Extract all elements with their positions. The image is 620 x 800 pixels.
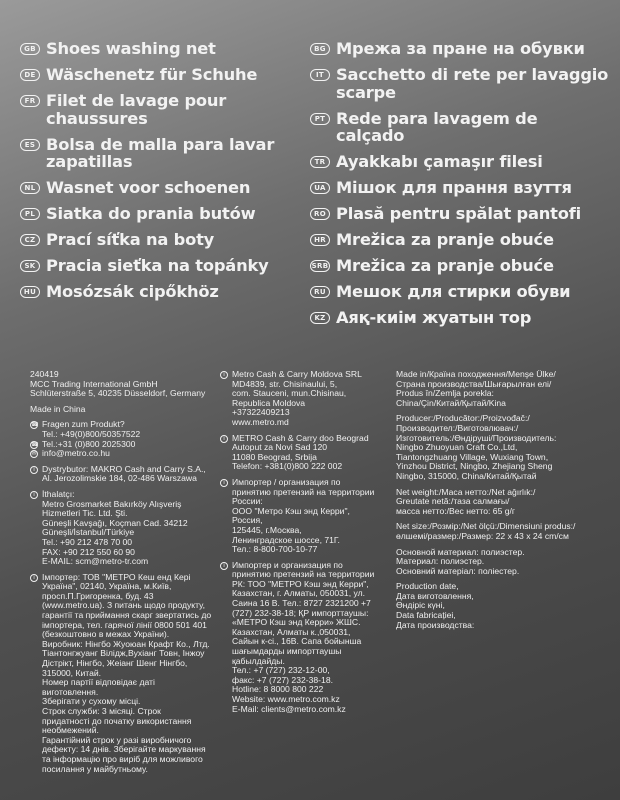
product-title: Pracia sieťka na topánky	[46, 256, 269, 275]
text-line: Казахстан, Алматы к.,050031,	[232, 626, 351, 637]
info-icon: i	[220, 435, 228, 443]
language-code-badge: RU	[310, 286, 330, 298]
text-line: Fragen zum Produkt?	[42, 419, 125, 430]
text-line: виготовлення.	[42, 686, 99, 697]
text-line: Güneşli Kavşağı, Koçman Cad. 34212	[42, 517, 188, 528]
info-icon: i	[220, 371, 228, 379]
pl-distributor	[30, 465, 250, 484]
language-code-badge: BG	[310, 43, 330, 55]
product-title: Shoes washing net	[46, 39, 216, 58]
text-line: Виробник: Нінгбо Жуоюан Крафт Ко., Лтд.	[42, 638, 210, 649]
text-line: E-Mail: clients@metro.com.kz	[232, 703, 346, 714]
text-line: (безкоштовно в межах України).	[42, 629, 170, 640]
origin-block	[396, 370, 616, 408]
text-line: Импортер / организация по	[232, 476, 341, 487]
text-line: +37322409213	[232, 407, 290, 418]
title-hr	[310, 231, 610, 249]
text-line: Telefon: +381(0)800 222 002	[232, 461, 343, 472]
title-sk	[20, 257, 310, 275]
text-line: Тел.: 8-800-700-10-77	[232, 544, 318, 555]
text-line: Сайын к-сі., 16В. Сапа бойынша	[232, 636, 362, 647]
material-block	[396, 548, 616, 577]
text-line: Net weight:/Маса нетто:/Net ağırlık:/	[396, 486, 536, 497]
text-line: info@metro.co.hu	[42, 448, 110, 459]
text-line: Строк служби: 3 місяці. Строк	[42, 706, 161, 716]
text-line: Изготовитель:/Өндіруші/Производитель:	[396, 432, 557, 443]
info-column-1	[30, 370, 250, 774]
product-title: Mrežica za pranje obuće	[336, 230, 554, 249]
product-title: Аяқ-киім жуатын тор	[336, 308, 532, 327]
producer-block	[396, 414, 616, 481]
language-code-badge: SK	[20, 260, 40, 272]
md-contact	[220, 370, 390, 428]
title-tr	[310, 153, 610, 171]
text-line: Autoput za Novi Sad 120	[232, 442, 328, 453]
product-title: Mrežica za pranje obuće	[336, 256, 554, 275]
text-line: com. Stauceni, mun.Chisinau,	[232, 388, 347, 399]
mail-icon: ✉	[31, 451, 37, 458]
text-line: METRO Cash & Carry doo Beograd	[232, 432, 369, 443]
text-line: факс: +7 (727) 232-38-18.	[232, 674, 333, 685]
product-title: Wäschenetz für Schuhe	[46, 65, 258, 84]
text-line: России:	[232, 496, 263, 507]
text-line: Data fabricației,	[396, 610, 456, 621]
product-title: Ayakkabı çamaşır filesi	[336, 152, 543, 171]
info-icon: i	[30, 574, 38, 582]
text-line: Produs în/Zemlja porekla:	[396, 388, 494, 399]
language-code-badge: KZ	[310, 312, 330, 324]
title-bg	[310, 40, 610, 58]
title-cz	[20, 231, 310, 249]
text-line: Greutate netă:/таза салмағы/	[396, 496, 510, 507]
text-line: Production date,	[396, 581, 459, 592]
title-it	[310, 66, 610, 101]
title-pt	[310, 110, 610, 145]
text-line: «МЕТРО Кэш энд Керри» ЖШС.	[232, 617, 361, 628]
text-line: Өндіріс күні,	[396, 600, 445, 611]
text-line: необмежений.	[42, 725, 99, 736]
text-line: Güneşli/İstanbul/Türkiye	[42, 527, 135, 538]
text-line: принятию претензий на территории	[232, 569, 375, 580]
language-code-badge: GB	[20, 43, 40, 55]
language-code-badge: TR	[310, 156, 330, 168]
language-code-badge: HR	[310, 234, 330, 246]
text-line: Основний матеріал: поліестер.	[396, 565, 520, 576]
product-title: Mosózsák cipőkhöz	[46, 282, 219, 301]
titles-right-column	[310, 40, 610, 335]
weight-block	[396, 488, 616, 517]
de-contact	[30, 420, 250, 439]
text-line: E-MAIL: scm@metro-tr.com	[42, 556, 149, 567]
text-line: China/Çin/Китай/Қытай/Kina	[396, 397, 506, 408]
text-line: Производител:/Виготовлювач:/	[396, 422, 519, 433]
text-line: өлшемі/размер:/Размер: 22 x 43 x 24 cm/см	[396, 530, 569, 541]
text-line: Ningbo Zhuoyuan Craft Co.,Ltd,	[396, 442, 518, 453]
text-line: масса нетто:/Вес нетто: 65 g/г	[396, 505, 516, 516]
product-title: Мрежа за пране на обувки	[336, 39, 585, 58]
text-line: www.metro.md	[232, 416, 289, 427]
text-line: Дата производства:	[396, 619, 475, 630]
text-line: Саина 16 В. Тел.: 8727 2321200 +7	[232, 598, 371, 609]
text-line: посилання у майбутньому.	[42, 763, 148, 774]
text-line: Зберігати у сухому місці.	[42, 696, 141, 707]
text-line: принятию претензий на территории	[232, 486, 375, 497]
text-line: Tel.:+31 (0)800 2025300	[42, 438, 136, 449]
text-line: қабылдайды.	[232, 655, 285, 666]
title-de	[20, 66, 310, 84]
text-line: Импортер и организация по	[232, 559, 343, 570]
text-line: Metro Cash & Carry Moldova SRL	[232, 369, 362, 379]
info-icon: i	[220, 562, 228, 570]
product-title: Siatka do prania butów	[46, 204, 256, 223]
text-line: придатності до початку використання	[42, 715, 192, 726]
text-line: Schlüterstraße 5, 40235 Düsseldorf, Germany	[30, 388, 206, 399]
product-title: Sacchetto di rete per lavaggio scarpe	[336, 65, 609, 102]
text-line: РК: ТОО "МЕТРО Кэш энд Керри",	[232, 578, 369, 589]
language-code-badge: UA	[310, 182, 330, 194]
language-code-badge: PL	[20, 208, 40, 220]
text-line: Al. Jerozolimskie 184, 02-486 Warszawa	[42, 473, 197, 484]
product-title: Filet de lavage pour chaussures	[46, 91, 227, 128]
language-code-badge: PT	[310, 113, 330, 125]
language-code-badge: RO	[310, 208, 330, 220]
company-block	[30, 370, 250, 399]
text-line: Дата виготовлення,	[396, 590, 474, 601]
text-line: Website: www.metro.com.kz	[232, 694, 340, 704]
text-line: Гарантійний строк у разі виробничого	[42, 734, 192, 745]
info-icon: i	[30, 491, 38, 499]
text-line: Россия,	[232, 515, 263, 526]
text-line: ООО "Метро Кэш энд Керри",	[232, 505, 350, 516]
text-line: Материал: полиэстер.	[396, 556, 485, 567]
product-title: Plasă pentru spălat pantofi	[336, 204, 582, 223]
language-code-badge: SRB	[311, 262, 329, 270]
text-line: İthalatçı:	[42, 488, 75, 499]
text-line: Yinzhou District, Ningbo, Zhejiang Sheng	[396, 461, 553, 472]
text-line: 315000, Китай.	[42, 667, 102, 678]
text-line: Dystrybutor: MAKRO Cash and Carry S.A.,	[42, 463, 206, 474]
text-line: шағымдарды импорттаушы	[232, 646, 342, 657]
production-date-block	[396, 582, 616, 630]
language-code-badge: DE	[20, 69, 40, 81]
tr-importer	[30, 490, 250, 567]
text-line: Hizmetleri Tic. Ltd. Şti.	[42, 508, 128, 519]
language-code-badge: NL	[20, 182, 40, 194]
titles-left-column	[20, 40, 310, 309]
text-line: (www.metro.ua). З питань щодо продукту,	[42, 600, 205, 611]
language-code-badge: FR	[20, 95, 40, 107]
rs-contact	[220, 434, 390, 472]
title-fr	[20, 92, 310, 127]
text-line: Hotline: 8 8000 800 222	[232, 684, 324, 695]
text-line: MCC Trading International GmbH	[30, 378, 158, 389]
text-line: Україна", 02140, Україна, м.Київ,	[42, 581, 172, 592]
language-code-badge: ES	[20, 139, 40, 151]
text-line: Tel.: +90 212 478 70 00	[42, 536, 133, 547]
text-line: Tiantongzhuang Village, Wuxiang Town,	[396, 451, 549, 462]
text-line: 240419	[30, 369, 59, 379]
product-title: Bolsa de malla para lavar zapatillas	[46, 134, 275, 171]
text-line: Тіантонгжуанг Вілідж,Вухіанг Товн, Інжоу	[42, 648, 205, 659]
text-line: Ningbo, 315000, China/Китай/Қытай	[396, 470, 537, 481]
text-line: MD4839, str. Chisinaului, 5,	[232, 378, 338, 389]
text-line: гарантії та приймання скарг звертатись до	[42, 610, 212, 621]
title-ua	[310, 179, 610, 197]
kz-importer	[220, 561, 390, 715]
text-line: Metro Grosmarket Bakırköy Alışveriş	[42, 498, 182, 509]
info-icon: i	[220, 479, 228, 487]
title-hu	[20, 283, 310, 301]
product-title: Мішок для прання взуття	[336, 178, 572, 197]
info-icon: i	[30, 466, 38, 474]
text-line: 11080 Beograd, Srbija	[232, 451, 317, 462]
text-line: Тел.: +7 (727) 232-12-00,	[232, 665, 330, 676]
text-line: Номер партії відповідає даті	[42, 677, 155, 688]
text-line: Страна производства/Шығарылған елі/	[396, 378, 552, 389]
text-line: 125445, г.Москва,	[232, 524, 302, 535]
text-line: Net size:/Розмір:/Net ölçü:/Dimensiuni produs:/	[396, 521, 576, 532]
text-line: Tel.: +49(0)800/50357522	[42, 428, 141, 439]
language-code-badge: IT	[310, 69, 330, 81]
text-line: імпортера, тел. гарячої лінії 0800 501 401	[42, 619, 207, 630]
title-nl	[20, 179, 310, 197]
text-line: просп.П.Григоренка, буд. 43	[42, 590, 154, 601]
text-line: Producer:/Producător:/Proizvođač:/	[396, 413, 530, 424]
text-line: Імпортер: ТОВ "МЕТРО Кеш енд Кері	[42, 571, 191, 582]
text-line: Ленинградское шоссе, 71Г.	[232, 534, 340, 545]
title-gb	[20, 40, 310, 58]
made-in-text: Made in China	[30, 403, 86, 414]
title-pl	[20, 205, 310, 223]
ru-importer	[220, 478, 390, 555]
size-block	[396, 522, 616, 541]
info-column-2	[220, 370, 390, 714]
product-title: Мешок для стирки обуви	[336, 282, 571, 301]
text-line: Основной материал: полиэстер.	[396, 546, 525, 557]
text-line: FAX: +90 212 550 60 90	[42, 546, 135, 557]
text-line: дефекту: 14 днів. Зберігайте маркування	[42, 744, 206, 755]
title-kz	[310, 309, 610, 327]
made-in-line	[30, 405, 250, 415]
text-line: (727) 232-38-18; ҚР импорттаушы:	[232, 607, 369, 618]
text-line: та інформацію про виріб для можливого	[42, 753, 203, 764]
language-code-badge: CZ	[20, 234, 40, 246]
info-column-3	[396, 370, 616, 636]
title-srb	[310, 257, 610, 275]
text-line: Казахстан, г. Алматы, 050031, ул.	[232, 588, 366, 599]
title-ru	[310, 283, 610, 301]
phone-icon: ☎	[31, 441, 39, 448]
title-ro	[310, 205, 610, 223]
product-title: Prací síťka na boty	[46, 230, 215, 249]
text-line: Дістрікт, Нінгбо, Жеіанг Шенг Нінгбо,	[42, 658, 188, 669]
email-contact	[30, 449, 250, 459]
language-code-badge: HU	[20, 286, 40, 298]
phone-icon: ☎	[31, 422, 39, 429]
text-line: Made in/Країна походження/Menşe Ülke/	[396, 369, 556, 379]
ua-importer	[30, 573, 250, 774]
text-line: Republica Moldova	[232, 397, 306, 408]
product-title: Rede para lavagem de calçado	[336, 108, 538, 145]
product-title: Wasnet voor schoenen	[46, 178, 251, 197]
title-es	[20, 136, 310, 171]
